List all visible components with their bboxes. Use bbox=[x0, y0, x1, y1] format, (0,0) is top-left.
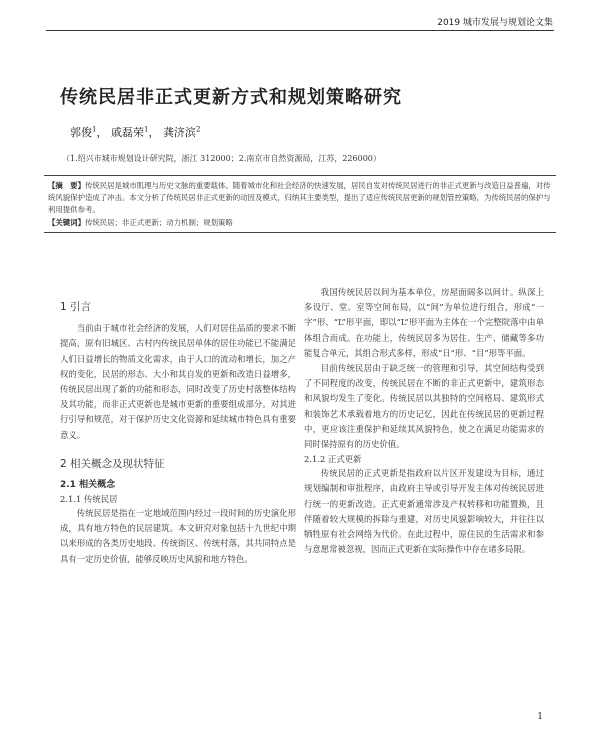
body-paragraph: 传统民居的正式更新是指政府以片区开发建设为目标，通过规划编制和审批程序，由政府主导或引导开发主体对传统民居进行统一的更新改造。正式更新通常涉及产权转移和功能置换，且伴随着较大规模的拆除与重建，对历史风貌影响较大，并往往以牺牲原有社会网络为代价。在此过程中，原住民的生活需求和参与意愿常被忽视，因而正式更新在实际操作中存在诸多局限。 bbox=[304, 468, 544, 555]
abstract-label: 【摘 要】 bbox=[48, 181, 85, 190]
paper-title: 传统民居非正式更新方式和规划策略研究 bbox=[60, 87, 402, 108]
body-paragraph: 我国传统民居以间为基本单位，房屋面阔多以间计。纵深上多设厅、堂、室等空间布局，以“间”为单位进行组合，形成“一字”形、“L”形平面，即以“L”形平面为主体在一个完整院落中由单体组合而成。在功能上，传统民居多为居住、生产、储藏等多功能复合单元，其组合形式多样，形成“日”形、“目”形等平面。 bbox=[304, 287, 544, 358]
author-separator: ， bbox=[96, 126, 108, 139]
abstract-text: 传统民居是城市肌理与历史文脉的重要载体。随着城市化和社会经济的快速发展，居民自发对传统民居进行的非正式更新与改造日益普遍，对传统风貌保护造成了冲击。本文分析了传统民居非正式更新的动因及模式，归纳其主要类型，提出了适应传统民居更新的规划管控策略，为传统民居的保护与利用提供参考。 bbox=[48, 181, 551, 215]
body-paragraph: 当前由于城市社会经济的发展，人们对居住品质的要求不断提高，原有旧城区、古村内传统民居单体的居住功能已不能满足人们日益增长的物质文化需求，由于人口的流动和增长，加之产权的变化，民居的形态、大小和其自发的更新和改造日益增多，传统民居出现了新的功能和形态，同时改变了历史村落整体结构及其功能，而非正式更新也是城市更新的重要组成部分。对其进行引导和规范，对于保护历史文化资源和延续城市特色具有重要意义。 bbox=[60, 323, 296, 440]
running-head: 2019 城市发展与规划论文集 bbox=[437, 18, 553, 28]
section-heading: 1 引言 bbox=[60, 301, 92, 313]
keywords-label: 【关键词】 bbox=[48, 217, 85, 227]
subsubsection-heading: 2.1.2 正式更新 bbox=[304, 454, 362, 465]
abstract-box bbox=[44, 175, 556, 233]
subsubsection-heading: 2.1.1 传统民居 bbox=[60, 494, 118, 505]
header-rule bbox=[46, 30, 554, 31]
author-separator: ， bbox=[148, 126, 160, 139]
affiliation: （1.绍兴市城市规划设计研究院，浙江 312000；2.南京市自然资源局，江苏，226000） bbox=[62, 154, 381, 163]
left-column bbox=[60, 300, 296, 567]
author-affiliation-mark: 1 bbox=[143, 125, 149, 134]
page-number: 1 bbox=[537, 712, 543, 722]
body-paragraph: 传统民居是指在一定地域范围内经过一段时间的历史演化形成，具有地方特色的民居建筑。本文研究对象包括十九世纪中期以来形成的各类历史地段、传统街区、传统村落，其共同特点是具有一定历史价值，能够反映历史风貌和地方特色。 bbox=[60, 508, 296, 564]
author-name: 郭俊 bbox=[70, 126, 92, 139]
abstract bbox=[48, 180, 552, 217]
section-heading: 2 相关概念及现状特征 bbox=[60, 457, 165, 470]
subsection-heading: 2.1 相关概念 bbox=[60, 480, 116, 491]
author-affiliation-mark: 2 bbox=[195, 125, 201, 134]
author-name: 戚磊荣 bbox=[110, 126, 144, 139]
author-affiliation-mark: 1 bbox=[92, 125, 97, 134]
right-column bbox=[304, 285, 544, 557]
keywords bbox=[48, 217, 552, 229]
keywords-text: 传统民居；非正式更新；动力机制；规划策略 bbox=[84, 217, 233, 227]
body-paragraph: 目前传统民居由于缺乏统一的管理和引导，其空间结构受到了不同程度的改变，传统民居在不断的非正式更新中，建筑形态和风貌均发生了变化。传统民居以其独特的空间格局、建筑形式和装饰艺术承载着地方的历史记忆，因此在传统民居的更新过程中，更应该注重保护和延续其风貌特色，使之在满足功能需求的同时保持原有的历史价值。 bbox=[304, 363, 544, 450]
author-name: 龚济滨 bbox=[162, 126, 196, 139]
author-list bbox=[70, 124, 200, 140]
